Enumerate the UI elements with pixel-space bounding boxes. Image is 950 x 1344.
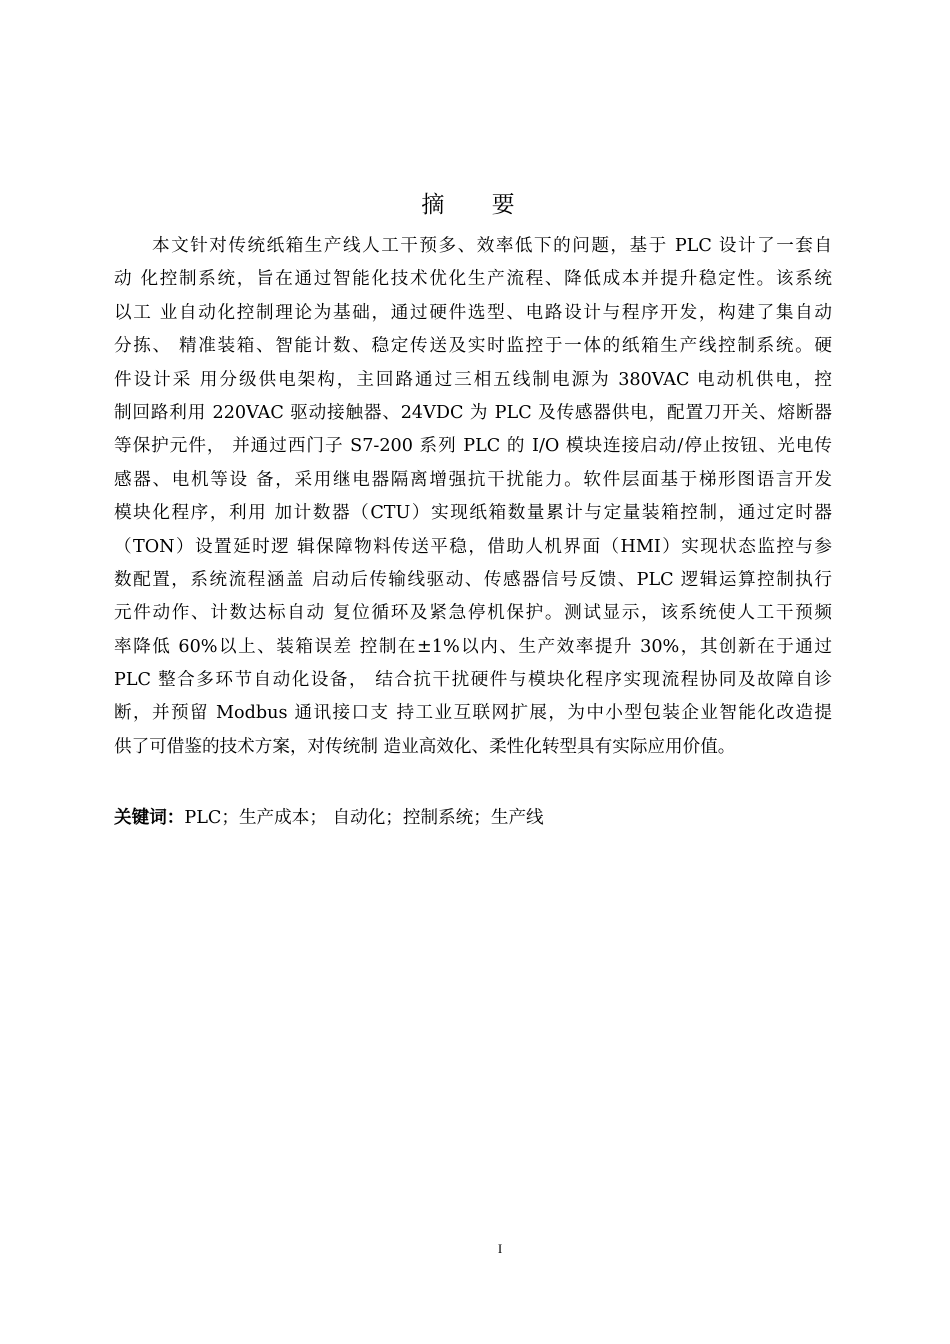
- abstract-line: 数配置，系统流程涵盖 启动后传输线驱动、传感器信号反馈、PLC 逻辑运算控制执行: [114, 569, 832, 590]
- abstract-line: 制回路利用 220VAC 驱动接触器、24VDC 为 PLC 及传感器供电，配置刀开关、熔断器: [114, 402, 832, 423]
- abstract-line: 动 化控制系统，旨在通过智能化技术优化生产流程、降低成本并提升稳定性。该系统: [114, 269, 832, 290]
- keywords-text: PLC；生产成本； 自动化；控制系统；生产线: [184, 808, 544, 828]
- abstract-line: 断，并预留 Modbus 通讯接口支 持工业互联网扩展，为中小型包装企业智能化改造提: [114, 703, 832, 724]
- abstract-line: 元件动作、计数达标自动 复位循环及紧急停机保护。测试显示，该系统使人工干预频: [114, 603, 832, 624]
- abstract-line: PLC 整合多环节自动化设备， 结合抗干扰硬件与模块化程序实现流程协同及故障自诊: [114, 670, 832, 691]
- abstract-line: 模块化程序，利用 加计数器（CTU）实现纸箱数量累计与定量装箱控制，通过定时器: [114, 503, 832, 524]
- page-title: 摘 要: [421, 192, 535, 218]
- abstract-line: 率降低 60%以上、装箱误差 控制在±1%以内、生产效率提升 30%，其创新在于通过: [114, 636, 832, 657]
- keywords-label: 关键词：: [114, 808, 185, 828]
- abstract-line: 以工 业自动化控制理论为基础，通过硬件选型、电路设计与程序开发，构建了集自动: [114, 302, 832, 323]
- abstract-line: 供了可借鉴的技术方案，对传统制 造业高效化、柔性化转型具有实际应用价值。: [114, 736, 736, 757]
- page-number: I: [497, 1241, 503, 1256]
- abstract-line: 分拣、 精准装箱、智能计数、稳定传送及实时监控于一体的纸箱生产线控制系统。硬: [114, 336, 832, 357]
- abstract-line: 本文针对传统纸箱生产线人工干预多、效率低下的问题，基于 PLC 设计了一套自: [152, 236, 832, 256]
- abstract-line: 件设计采 用分级供电架构，主回路通过三相五线制电源为 380VAC 电动机供电，控: [114, 369, 832, 390]
- abstract-line: 等保护元件， 并通过西门子 S7-200 系列 PLC 的 I/O 模块连接启动/停止按钮、光电传: [114, 436, 832, 457]
- abstract-body: [114, 230, 832, 764]
- keywords: [114, 803, 544, 833]
- abstract-line: （TON）设置延时逻 辑保障物料传送平稳，借助人机界面（HMI）实现状态监控与参: [114, 536, 832, 557]
- abstract-line: 感器、电机等设 备，采用继电器隔离增强抗干扰能力。软件层面基于梯形图语言开发: [114, 469, 832, 490]
